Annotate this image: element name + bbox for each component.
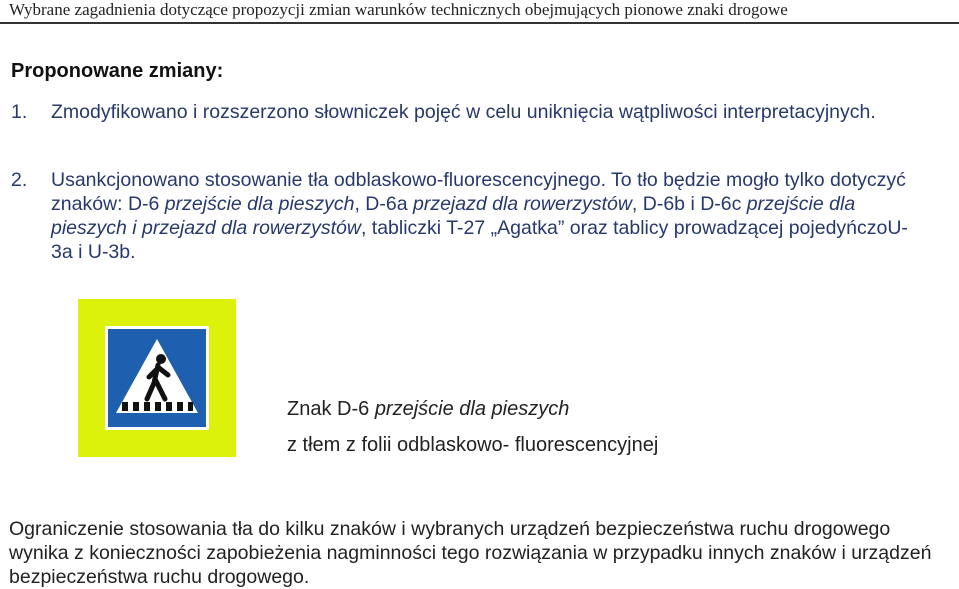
list-item-number: 2. [11,169,28,191]
caption-sign-name: przejście dla pieszych [374,398,570,420]
sign-name-d6: przejście dla pieszych [164,193,355,215]
caption-prefix: Znak D-6 [287,398,375,420]
text-segment: , tabliczki T-27 „Agatka” oraz tablicy prowadzącej pojedyńczoU-3a i U-3b. [51,217,908,263]
section-heading: Proponowane zmiany: [11,60,224,82]
sign-caption-title [287,398,569,421]
sign-name-d6b-d6c: przejście dla pieszych i przejazd dla rowerzystów [51,193,856,239]
list-item-text [51,168,926,264]
footer-paragraph: Ograniczenie stosowania tła do kilku znaków i wybranych urządzeń bezpieczeństwa ruchu drogowego wynika z konieczności zapobieżenia nagminności tego rozwiązania w przypadku innych znaków i urządzeń bezpieczeństwa ruchu drogowego. [9,518,932,588]
sign-caption-subtitle: z tłem z folii odblaskowo- fluorescencyjnej [287,434,659,456]
sign-name-d6a: przejazd dla rowerzystów [413,193,632,215]
text-segment: , D-6a [354,193,413,215]
slide-header: Wybrane zagadnienia dotyczące propozycji zmian warunków technicznych obejmujących pionowe znaki drogowe [9,0,788,19]
fluorescent-sign-background [78,299,236,457]
text-segment: Usankcjonowano stosowanie tła odblaskowo-fluorescencyjnego. To tło będzie mogło tylko dotyczyć znaków: D-6 [51,169,906,215]
list-item-text: Zmodyfikowano i rozszerzono słowniczek pojęć w celu uniknięcia wątpliwości interpretacyjnych. [51,101,876,123]
header-divider [0,22,959,24]
text-segment: , D-6b i D-6c [631,193,747,215]
pedestrian-crossing-sign-icon [105,326,209,430]
list-item-number: 1. [11,101,28,123]
